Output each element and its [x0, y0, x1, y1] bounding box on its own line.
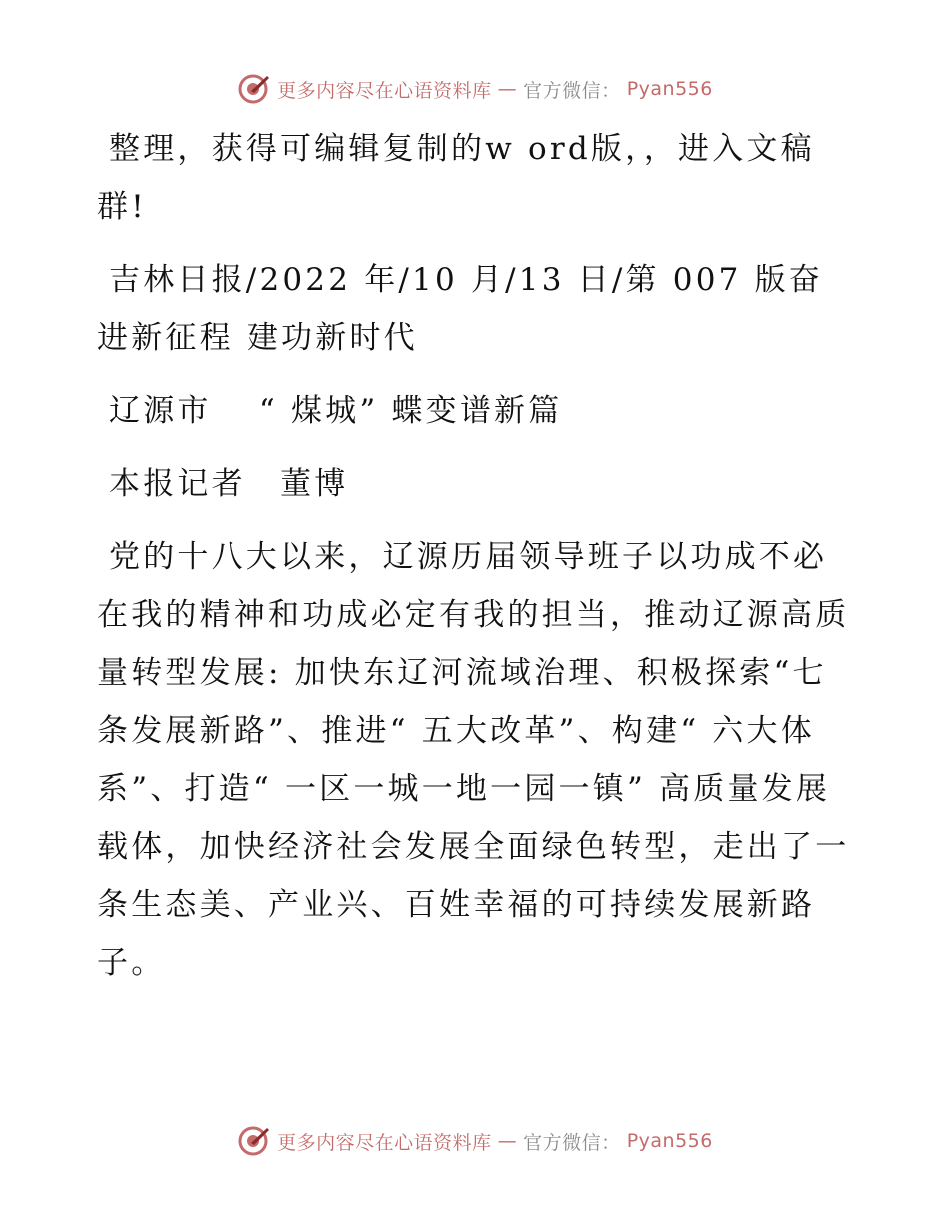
header-watermark [0, 72, 950, 106]
watermark-wechat-id: Pyan556 [626, 1130, 713, 1152]
paragraph-byline: 本报记者 董博 [109, 466, 349, 502]
watermark-dash: — [497, 1130, 518, 1152]
watermark-dash: — [497, 78, 518, 100]
paragraph-source: 吉林日报/2022 年/10 月/13 日/第 007 版奋进新征程 建功新时代 [97, 262, 824, 356]
footer-watermark [0, 1124, 950, 1158]
paragraph-headline: 辽源市 “ 煤城” 蝶变谱新篇 [109, 393, 563, 429]
paragraph-body: 党的十八大以来，辽源历届领导班子以功成不必在我的精神和功成必定有我的担当，推动辽源高质量转型发展: 加快东辽河流域治理、积极探索“七条发展新路”、推进“ 五大改革”、构建“ 六大体系”、打造“ 一区一城一地一园一镇” 高质量发展载体，加快经济社会发展全面绿色转型，走出了一条生态美、产业兴、百姓幸福的可持续发展新路子。 [97, 539, 850, 981]
watermark-main-text: 更多内容尽在心语资料库 [277, 1131, 492, 1154]
watermark-wechat-id: Pyan556 [626, 78, 713, 100]
paragraph-intro: 整理，获得可编辑复制的w ord版，，进入文稿群! [97, 131, 815, 225]
document-body [97, 120, 852, 1007]
pen-logo-icon [237, 1124, 271, 1158]
pen-logo-icon [237, 72, 271, 106]
watermark-official-label: 官方微信： [523, 1131, 621, 1154]
watermark-official-label: 官方微信： [523, 79, 621, 102]
watermark-main-text: 更多内容尽在心语资料库 [277, 79, 492, 102]
